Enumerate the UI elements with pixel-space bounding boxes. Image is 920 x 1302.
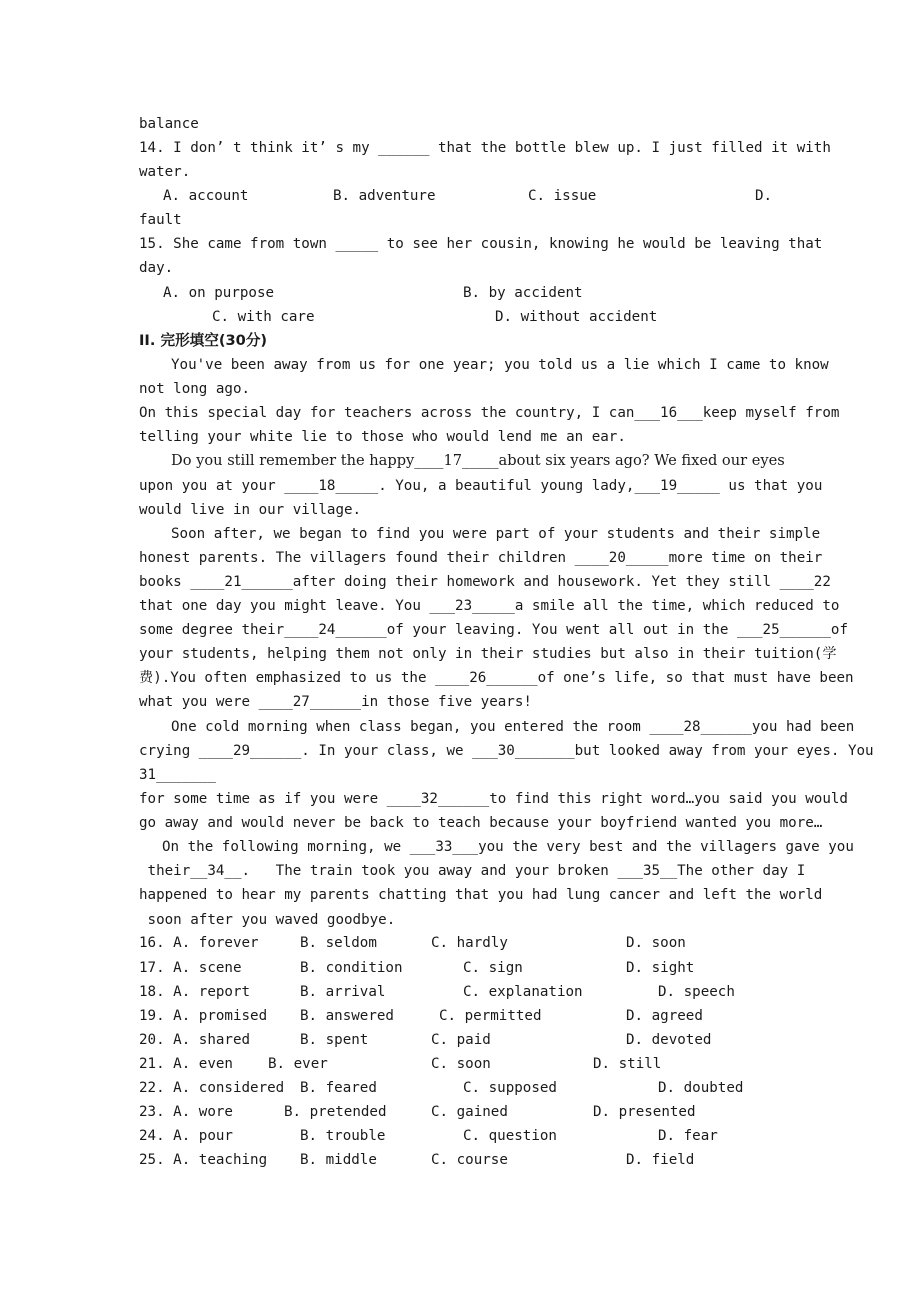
q19-option-b: B. answered xyxy=(300,1008,394,1024)
q19-option-c: C. permitted xyxy=(439,1008,542,1024)
q22-option-c: C. supposed xyxy=(463,1080,557,1096)
passage-line: telling your white lie to those who would lend me an ear. xyxy=(139,429,626,445)
passage-line: for some time as if you were ____32______to find this right word…you said you would xyxy=(139,791,848,807)
q23-option-b: B. pretended xyxy=(284,1104,387,1120)
passage-line: 费).You often emphasized to us the ____26______of one’s life, so that must have been xyxy=(139,670,854,686)
q14-stem-cont: water. xyxy=(139,164,191,180)
passage-line: crying ____29______. In your class, we ___30_______but looked away from your eyes. You xyxy=(139,743,874,759)
passage-line: soon after you waved goodbye. xyxy=(139,912,396,928)
q25-option-b: B. middle xyxy=(300,1152,377,1168)
q15-stem-cont: day. xyxy=(139,260,174,276)
q21-option-c: C. soon xyxy=(431,1056,491,1072)
q17-option-a: 17. A. scene xyxy=(139,960,242,976)
passage-line: Do you still remember the happy____17_____about six years ago? We fixed our eyes xyxy=(171,452,785,469)
q14-option-d: D. xyxy=(755,188,773,204)
passage-line: that one day you might leave. You ___23_____a smile all the time, which reduced to xyxy=(139,598,840,614)
q16-option-a: 16. A. forever xyxy=(139,935,259,951)
passage-line: some degree their____24______of your leaving. You went all out in the ___25______of xyxy=(139,622,848,638)
q13-tail: balance xyxy=(139,116,199,132)
q23-option-d: D. presented xyxy=(593,1104,696,1120)
q18-option-b: B. arrival xyxy=(300,984,386,1000)
blank-27: ____27______ xyxy=(258,694,362,710)
passage-line: You've been away from us for one year; you told us a lie which I came to know xyxy=(171,357,829,373)
q14-option-c: C. issue xyxy=(528,188,597,204)
q25-option-c: C. course xyxy=(431,1152,508,1168)
blank-16: ___16___ xyxy=(634,405,703,421)
q14-option-d-word: fault xyxy=(139,212,182,228)
blank-19: ___19_____ xyxy=(634,478,720,494)
q16-option-d: D. soon xyxy=(626,935,686,951)
q14-option-b: B. adventure xyxy=(333,188,436,204)
q24-option-c: C. question xyxy=(463,1128,557,1144)
q21-option-d: D. still xyxy=(593,1056,662,1072)
q20-option-c: C. paid xyxy=(431,1032,491,1048)
q17-option-c: C. sign xyxy=(463,960,523,976)
blank-23: ___23_____ xyxy=(429,598,515,614)
passage-line: their__34__. The train took you away and your broken ___35__The other day I xyxy=(139,863,806,879)
passage-line: One cold morning when class began, you entered the room ____28______you had been xyxy=(171,719,855,735)
passage-line: what you were ____27______in those five years! xyxy=(139,694,532,710)
q19-option-a: 19. A. promised xyxy=(139,1008,268,1024)
passage-line: go away and would never be back to teach because your boyfriend wanted you more… xyxy=(139,815,823,831)
blank-18: ____18_____ xyxy=(284,478,379,494)
passage-line: On this special day for teachers across the country, I can___16___keep myself from xyxy=(139,405,840,421)
blank-30: ___30_______ xyxy=(472,743,575,759)
q18-option-d: D. speech xyxy=(658,984,735,1000)
q16-option-c: C. hardly xyxy=(431,935,508,951)
blank-32: ____32______ xyxy=(386,791,490,807)
q24-option-d: D. fear xyxy=(658,1128,718,1144)
q14-option-a: A. account xyxy=(163,188,249,204)
q20-option-b: B. spent xyxy=(300,1032,369,1048)
passage-line: upon you at your ____18_____. You, a beautiful young lady,___19_____ us that you xyxy=(139,478,823,494)
blank-17: ____17_____ xyxy=(414,452,499,469)
blank-28: ____28______ xyxy=(649,719,752,735)
blank-20: ____20_____ xyxy=(574,550,669,566)
passage-line: would live in our village. xyxy=(139,502,362,518)
q17-option-b: B. condition xyxy=(300,960,403,976)
q17-option-d: D. sight xyxy=(626,960,695,976)
passage-line: honest parents. The villagers found their children ____20_____more time on their xyxy=(139,550,823,566)
q15-option-d: D. without accident xyxy=(495,309,658,325)
q19-option-d: D. agreed xyxy=(626,1008,703,1024)
blank-33: ___33___ xyxy=(409,839,479,855)
blank-21: ____21______ xyxy=(190,574,293,590)
q22-option-d: D. doubted xyxy=(658,1080,744,1096)
q21-option-b: B. ever xyxy=(268,1056,328,1072)
passage-line: Soon after, we began to find you were part of your students and their simple xyxy=(171,526,821,542)
blank-29: ____29______ xyxy=(198,743,302,759)
q20-option-d: D. devoted xyxy=(626,1032,712,1048)
passage-line: your students, helping them not only in their studies but also in their tuition(学 xyxy=(139,646,837,662)
blank-34: __34__ xyxy=(190,863,242,879)
q18-option-a: 18. A. report xyxy=(139,984,251,1000)
q25-option-d: D. field xyxy=(626,1152,695,1168)
q15-option-b: B. by accident xyxy=(463,285,583,301)
blank-24: ____24______ xyxy=(284,622,387,638)
blank-25: ___25______ xyxy=(736,622,831,638)
blank-31: 31_______ xyxy=(139,767,216,783)
passage-line: On the following morning, we ___33___you the very best and the villagers gave you xyxy=(162,839,854,855)
q15-stem: 15. She came from town _____ to see her cousin, knowing he would be leaving that xyxy=(139,236,823,252)
q24-option-b: B. trouble xyxy=(300,1128,386,1144)
q22-option-a: 22. A. considered xyxy=(139,1080,285,1096)
q14-stem: 14. I don’ t think it’ s my ______ that the bottle blew up. I just filled it with xyxy=(139,140,831,156)
q25-option-a: 25. A. teaching xyxy=(139,1152,268,1168)
q15-option-a: A. on purpose xyxy=(163,285,275,301)
q21-option-a: 21. A. even xyxy=(139,1056,233,1072)
q22-option-b: B. feared xyxy=(300,1080,377,1096)
blank-22: ____22 xyxy=(779,574,831,590)
q23-option-a: 23. A. wore xyxy=(139,1104,233,1120)
blank-26: ____26______ xyxy=(435,670,538,686)
q18-option-c: C. explanation xyxy=(463,984,583,1000)
q24-option-a: 24. A. pour xyxy=(139,1128,233,1144)
section-title: II. 完形填空(30分) xyxy=(139,332,268,349)
passage-line: books ____21______after doing their homework and housework. Yet they still ____22 xyxy=(139,574,831,590)
passage-line: not long ago. xyxy=(139,381,251,397)
blank-35: ___35__ xyxy=(617,863,678,879)
q15-option-c: C. with care xyxy=(212,309,315,325)
passage-line: happened to hear my parents chatting that you had lung cancer and left the world xyxy=(139,887,823,903)
q16-option-b: B. seldom xyxy=(300,935,377,951)
q23-option-c: C. gained xyxy=(431,1104,508,1120)
q20-option-a: 20. A. shared xyxy=(139,1032,251,1048)
